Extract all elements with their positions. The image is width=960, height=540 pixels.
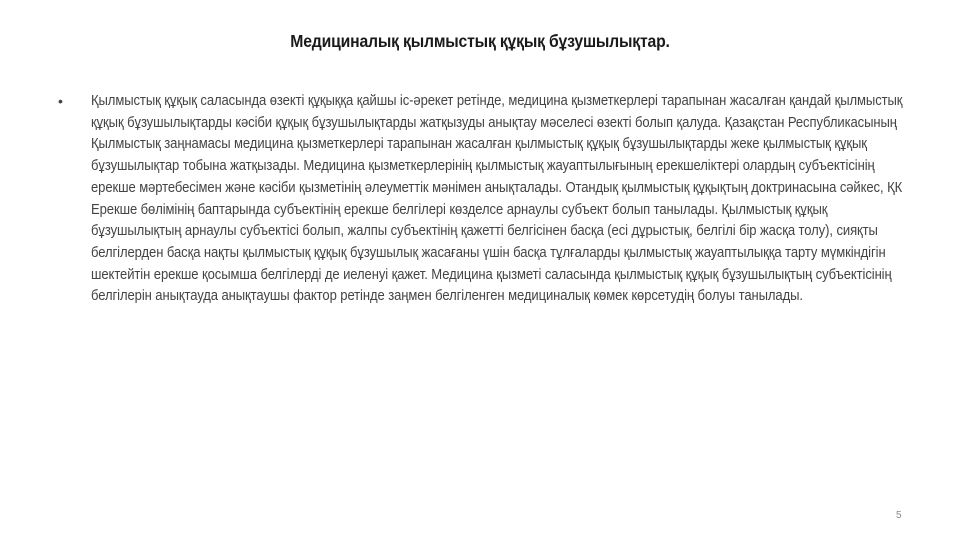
- bullet-item: [58, 91, 960, 308]
- bullet-list: [58, 91, 960, 308]
- bullet-marker: •: [58, 93, 63, 109]
- bullet-text: Қылмыстық құқық саласында өзекті құқыққа қайшы іс-әрекет ретінде, медицина қызметкерлері тарапынан жасалған қандай қылмыстық құқық бұзушылықтарды кәсіби құқық бұзушылықтарды жатқызуды анықтау мәселесі өзекті болып қалуда. Қазақстан Республикасының Қылмыстық заңнамасы медицина қызметкерлері тарапынан жасалған қылмыстық құқық бұзушылықтарды жеке қылмыстық құқық бұзушылықтар тобына жатқызады. Медицина қызметкерлерінің қылмыстық жауаптылығының ерекшеліктері олардың субъектісінің ерекше мәртебесімен және кәсіби қызметінің әлеуметтік мәнімен анықталады. Отандық қылмыстық құқықтың доктринасына сәйкес, ҚК Ерекше бөлімінің баптарында субъектінің ерекше белгілері көзделсе арнаулы субъект болып танылады. Қылмыстық құқық бұзушылықтың арнаулы субъектісі болып, жалпы субъектінің қажетті белгісінен басқа (есі дұрыстық, белгілі бір жасқа толу), сияқты белгілерден басқа нақты қылмыстық құқық бұзушылық жасағаны үшін басқа тұлғаларды қылмыстық жауаптылыққа тарту мүмкіндігін шектейтін ерекше қосымша белгілерді де иеленуі қажет. Медицина қызметі саласында қылмыстық құқық бұзушылықтың субъектісінің белгілерін анықтауда анықтаушы фактор ретінде заңмен белгіленген медициналық көмек көрсетудің болуы танылады.: [91, 93, 903, 305]
- slide-title: Медициналық қылмыстық құқық бұзушылықтар.: [290, 31, 670, 51]
- page-number: 5: [896, 510, 902, 521]
